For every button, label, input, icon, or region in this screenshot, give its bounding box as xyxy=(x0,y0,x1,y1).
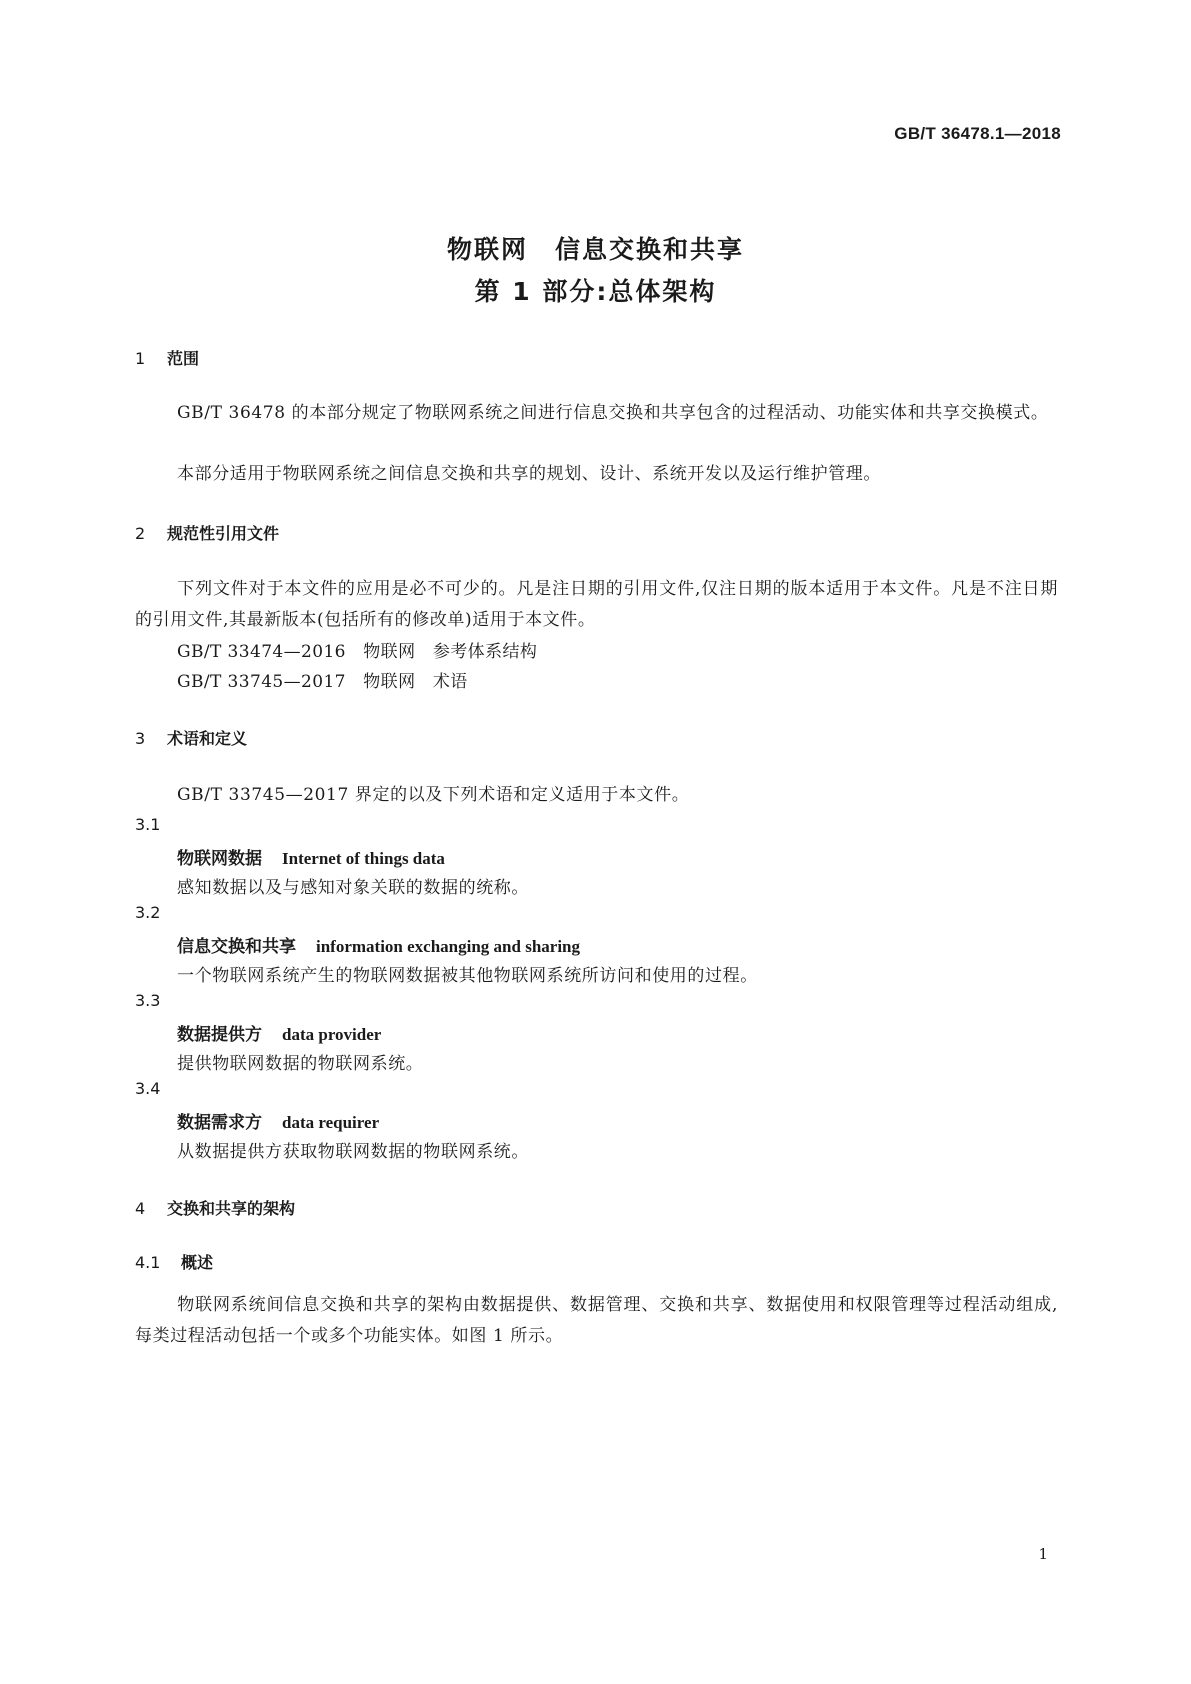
section-title: 术语和定义 xyxy=(167,729,248,748)
document-title-line-1: 物联网 信息交换和共享 xyxy=(446,235,744,264)
paragraph: 本部分适用于物联网系统之间信息交换和共享的规划、设计、系统开发以及运行维护管理。 xyxy=(177,464,881,484)
page-number: 1 xyxy=(1038,1545,1048,1563)
section-number: 1 xyxy=(135,349,146,368)
term-heading: 数据需求方 data requirer xyxy=(177,1113,380,1133)
paragraph: 下列文件对于本文件的应用是必不可少的。凡是注日期的引用文件,仅注日期的版本适用于本文件。凡是不注日期的引用文件,其最新版本(包括所有的修改单)适用于本文件。 xyxy=(135,579,1058,630)
subsection-heading-overview xyxy=(135,1250,213,1273)
section-heading-normative-references xyxy=(135,521,279,544)
term-heading: 信息交换和共享 information exchanging and sharing xyxy=(177,937,581,957)
section-title: 交换和共享的架构 xyxy=(167,1199,296,1218)
term-definition: 一个物联网系统产生的物联网数据被其他物联网系统所访问和使用的过程。 xyxy=(177,966,758,986)
subsection-title: 概述 xyxy=(181,1253,214,1272)
section-heading-terms xyxy=(135,726,247,749)
section-title: 规范性引用文件 xyxy=(167,524,280,543)
section-heading-architecture xyxy=(135,1196,295,1219)
term-definition: 感知数据以及与感知对象关联的数据的统称。 xyxy=(177,878,529,898)
term-number: 3.3 xyxy=(135,991,161,1010)
reference-item: GB/T 33474—2016 物联网 参考体系结构 xyxy=(177,642,538,662)
section-number: 2 xyxy=(135,524,146,543)
term-heading: 物联网数据 Internet of things data xyxy=(177,849,445,869)
reference-item: GB/T 33745—2017 物联网 术语 xyxy=(177,672,468,692)
document-title-line-2: 第 1 部分:总体架构 xyxy=(474,277,717,306)
standard-code: GB/T 36478.1—2018 xyxy=(894,124,1061,143)
term-definition: 从数据提供方获取物联网数据的物联网系统。 xyxy=(177,1142,529,1162)
term-number: 3.4 xyxy=(135,1079,161,1098)
term-number: 3.1 xyxy=(135,815,161,834)
term-heading: 数据提供方 data provider xyxy=(177,1025,382,1045)
term-number: 3.2 xyxy=(135,903,161,922)
subsection-number: 4.1 xyxy=(135,1253,161,1272)
paragraph: GB/T 33745—2017 界定的以及下列术语和定义适用于本文件。 xyxy=(177,785,690,805)
section-heading-scope xyxy=(135,346,199,369)
section-number: 3 xyxy=(135,729,146,748)
paragraph: 物联网系统间信息交换和共享的架构由数据提供、数据管理、交换和共享、数据使用和权限管理等过程活动组成,每类过程活动包括一个或多个功能实体。如图 1 所示。 xyxy=(135,1295,1058,1346)
term-definition: 提供物联网数据的物联网系统。 xyxy=(177,1054,424,1074)
section-number: 4 xyxy=(135,1199,146,1218)
section-title: 范围 xyxy=(167,349,200,368)
paragraph: GB/T 36478 的本部分规定了物联网系统之间进行信息交换和共享包含的过程活动、功能实体和共享交换模式。 xyxy=(177,403,1049,423)
